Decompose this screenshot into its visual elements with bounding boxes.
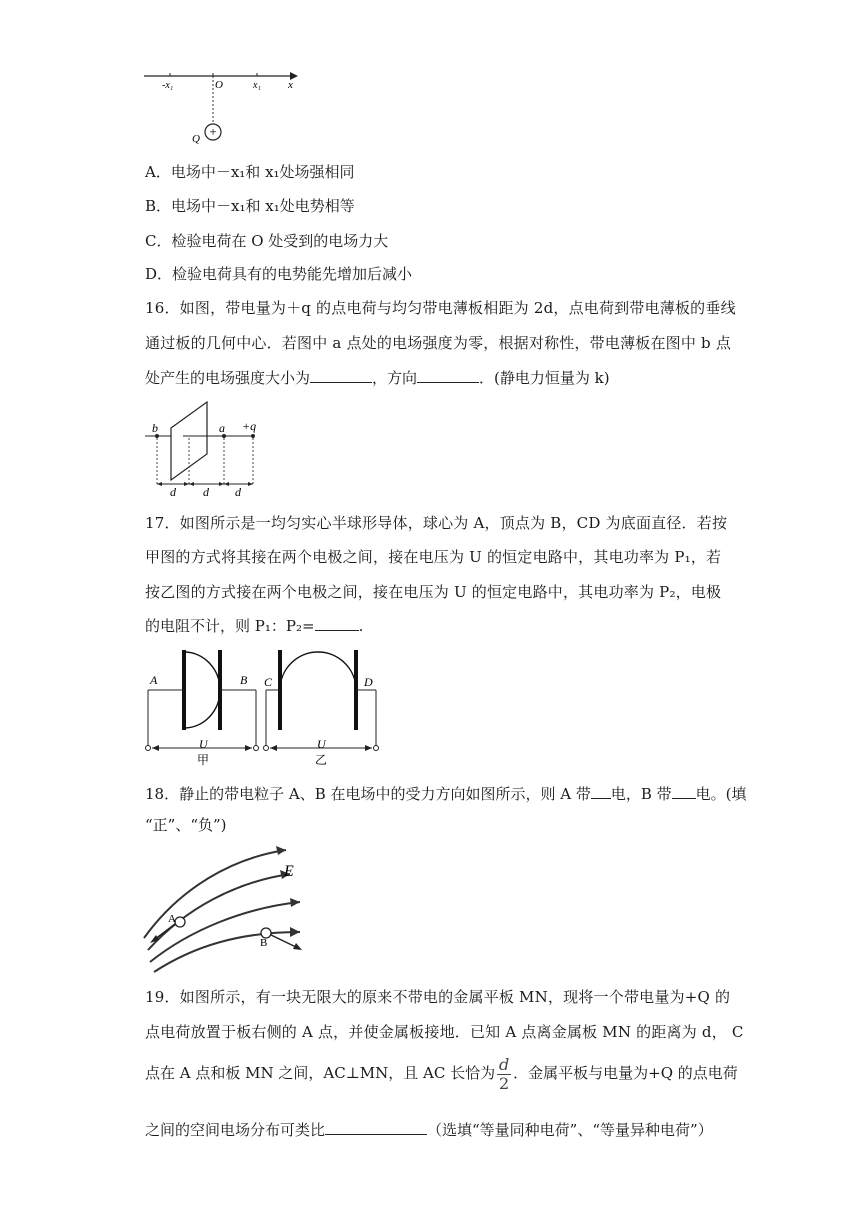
fig17-voltage-label-yi: U — [317, 737, 326, 751]
fig15-plus-sign: + — [209, 124, 217, 139]
q15-option-d: D．检验电荷具有的电势能先增加后减小 — [145, 265, 413, 283]
q17-text-line-3: 按乙图的方式接在两个电极之间，接在电压为 U 的恒定电路中，其电功率为 P₂，电极 — [145, 583, 722, 601]
q16-text-line-3 — [145, 368, 610, 388]
fig16-d-label-3: d — [235, 485, 241, 499]
fig15-diagram — [140, 66, 310, 146]
q19-text-line-3 — [145, 1054, 738, 1093]
q19-ac-prompt: 点在 A 点和板 MN 之间，AC⊥MN，且 AC 长恰为 — [145, 1064, 496, 1082]
q17-text-line-2: 甲图的方式将其接在两个电极之间，接在电压为 U 的恒定电路中，其电功率为 P₁，若 — [145, 548, 722, 566]
fig15-origin-label: O — [215, 79, 223, 91]
fig16-a-label: a — [219, 421, 225, 435]
fig15-charge-label: Q — [192, 133, 200, 145]
q17-text-line-4 — [145, 616, 363, 636]
q18-answer-blank-a[interactable] — [591, 784, 611, 799]
fig17-voltage-label-jia: U — [199, 737, 208, 751]
fig15-x-axis-label: x — [288, 79, 293, 91]
q16-answer-blank-magnitude[interactable] — [310, 368, 372, 383]
q18-answer-blank-b[interactable] — [672, 784, 696, 799]
q16-prompt-magnitude: 处产生的电场强度大小为 — [145, 369, 311, 387]
particle-b-label: B — [260, 937, 268, 949]
q19-plate-text: ．金属平板与电量为+Q 的点电荷 — [513, 1064, 738, 1082]
fig17-C-label: C — [264, 675, 273, 689]
fig17-B-label: B — [240, 673, 248, 687]
q19-text-line-2: 点电荷放置于板右侧的 A 点，并使金属板接地．已知 A 点离金属板 MN 的距离为 d， C — [145, 1023, 744, 1041]
fig16-q-label: +q — [242, 419, 257, 433]
q17-ratio-prompt: 的电阻不计，则 P₁：P₂= — [145, 617, 315, 635]
q19-text-line-4 — [145, 1120, 713, 1140]
field-label-E: E — [284, 863, 294, 880]
fig16-diagram — [145, 398, 275, 498]
q15-option-a: A．电场中－x₁和 x₁处场强相同 — [145, 163, 355, 181]
fig16-b-label: b — [152, 421, 158, 435]
q16-text-line-1: 16．如图，带电量为＋q 的点电荷与均匀带电薄板相距为 2d，点电荷到带电薄板的垂线 — [145, 299, 736, 317]
q19-analogy-prompt: 之间的空间电场分布可类比 — [145, 1121, 326, 1139]
q19-choice-instruction: （选填“等量同种电荷”、“等量异种电荷”） — [427, 1121, 713, 1139]
q15-option-c: C．检验电荷在 O 处受到的电场力大 — [145, 232, 389, 250]
fig17-D-label: D — [364, 675, 373, 689]
q15-option-b: B．电场中－x₁和 x₁处电势相等 — [145, 197, 355, 215]
q19-text-line-1: 19．如图所示，有一块无限大的原来不带电的金属平板 MN，现将一个带电量为+Q 的 — [145, 988, 731, 1006]
fig16-d-label-1: d — [170, 485, 176, 499]
q16-prompt-direction: ，方向 — [372, 369, 418, 387]
q18-text-line-2: “正”、“负”) — [145, 816, 227, 834]
particle-a — [175, 917, 185, 927]
fig16-d-label-2: d — [203, 485, 209, 499]
fraction-numerator: d — [499, 1054, 510, 1074]
particle-a-label: A — [168, 913, 176, 925]
fraction-denominator: 2 — [499, 1073, 510, 1093]
charged-plate — [171, 402, 207, 480]
q16-text-line-2: 通过板的几何中心．若图中 a 点处的电场强度为零，根据对称性，带电薄板在图中 b 点 — [145, 334, 732, 352]
fraction-d-over-2 — [497, 1056, 511, 1093]
q18-prompt-b: 电，B 带 — [610, 785, 672, 803]
q16-constant-note: ．(静电力恒量为 k) — [479, 369, 610, 387]
q19-answer-blank[interactable] — [325, 1120, 427, 1135]
q18-text-line-1 — [145, 784, 747, 804]
fig17-caption-jia: 甲 — [197, 753, 210, 767]
q18-prompt-a: 18．静止的带电粒子 A、B 在电场中的受力方向如图所示，则 A 带 — [145, 785, 591, 803]
fig15-x1-label: x₁ — [253, 80, 261, 91]
q17-ratio-period: . — [358, 617, 364, 635]
fig17-diagram — [140, 644, 385, 770]
fig17-A-label: A — [150, 673, 158, 687]
fig15-neg-x1-label: -x₁ — [162, 80, 174, 91]
fig17-caption-yi: 乙 — [315, 753, 328, 767]
q17-text-line-1: 17．如图所示是一均匀实心半球形导体，球心为 A，顶点为 B，CD 为底面直径．若按 — [145, 514, 728, 532]
point-charge-q — [251, 434, 255, 438]
q17-answer-blank-ratio[interactable] — [315, 616, 359, 631]
q16-answer-blank-direction[interactable] — [417, 368, 479, 383]
q18-fill-instruction: 电。(填 — [695, 785, 747, 803]
fig18-diagram — [140, 842, 320, 974]
